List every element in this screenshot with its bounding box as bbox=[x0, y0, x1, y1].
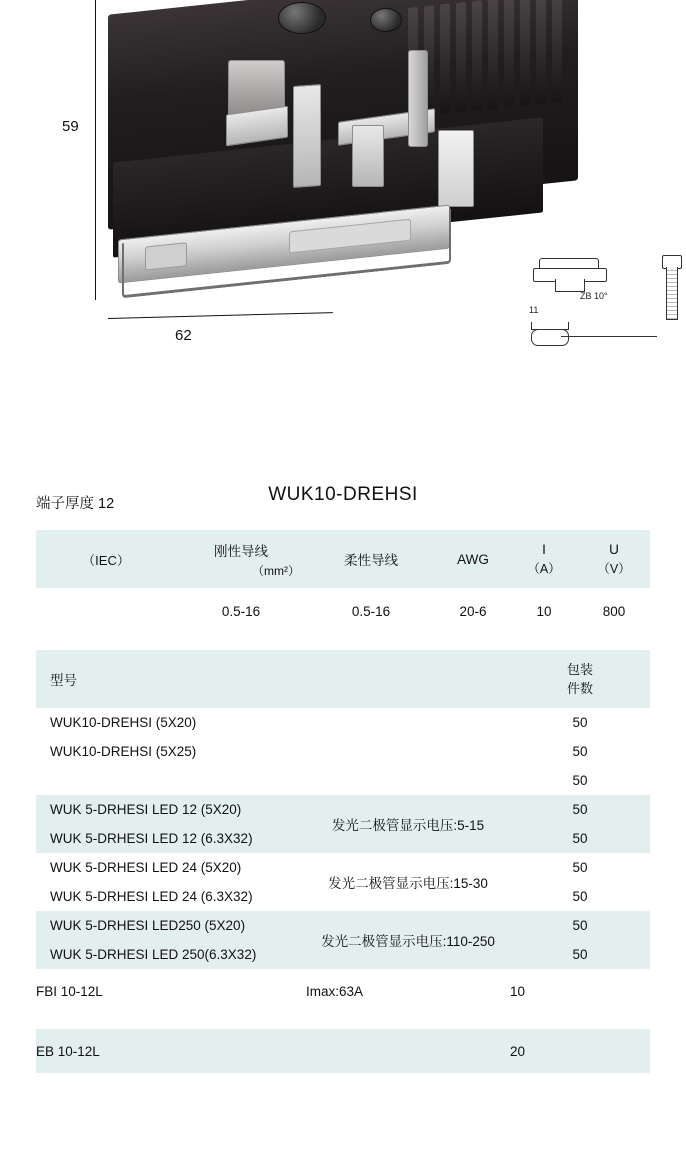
row-model: WUK10-DREHSI (5X20) bbox=[50, 715, 197, 730]
row-qty: 50 bbox=[572, 889, 588, 904]
row-qty: 50 bbox=[572, 715, 588, 730]
row-desc: 发光二极管显示电压:5-15 bbox=[331, 818, 485, 833]
row-qty: 10 bbox=[510, 983, 526, 999]
row-desc: Imax:63A bbox=[306, 983, 364, 999]
pack-header-line2: 件数 bbox=[566, 681, 593, 696]
block-fins bbox=[408, 0, 598, 118]
model-header-row bbox=[36, 650, 650, 708]
model-title: WUK10-DREHSI bbox=[268, 484, 418, 505]
value-awg: 20-6 bbox=[459, 603, 487, 619]
spec-table bbox=[36, 530, 650, 1073]
row-desc bbox=[306, 737, 510, 766]
row-qty: 50 bbox=[572, 860, 588, 875]
screw-head-1 bbox=[278, 2, 326, 34]
value-iec bbox=[36, 588, 176, 634]
table-row bbox=[36, 766, 650, 795]
row-model: WUK 5-DRHESI LED 24 (5X20) bbox=[50, 860, 242, 875]
row-qty: 50 bbox=[572, 947, 588, 962]
header-flexible: 柔性导线 bbox=[344, 553, 398, 568]
metal-lever bbox=[438, 130, 474, 207]
spacer-cell bbox=[36, 1013, 650, 1029]
spec-header-row bbox=[36, 530, 650, 588]
wire-dimension-label: 11 bbox=[529, 305, 539, 315]
spacer-row bbox=[36, 634, 650, 650]
row-desc bbox=[306, 1029, 510, 1073]
height-dimension-line bbox=[95, 0, 96, 300]
header-unit: （mm²） bbox=[252, 563, 300, 578]
header-current-symbol: I bbox=[542, 542, 546, 558]
header-current-unit: （A） bbox=[527, 561, 561, 576]
row-desc: 发光二极管显示电压:110-250 bbox=[321, 934, 495, 949]
row-desc: 发光二极管显示电压:15-30 bbox=[328, 876, 488, 891]
width-dimension-label: 62 bbox=[175, 327, 192, 344]
table-row bbox=[36, 737, 650, 766]
thickness-label: 端子厚度 12 bbox=[36, 496, 115, 512]
row-model: WUK 5-DRHESI LED 250(6.3X32) bbox=[50, 947, 257, 962]
table-row bbox=[36, 853, 650, 882]
row-model: WUK10-DREHSI (5X25) bbox=[50, 744, 197, 759]
row-desc bbox=[306, 766, 510, 795]
row-desc bbox=[306, 708, 510, 737]
header-voltage-unit: （V） bbox=[597, 561, 631, 576]
wire-ferrule-sketch-icon bbox=[525, 322, 655, 354]
header-awg: AWG bbox=[457, 551, 489, 567]
header-iec: （IEC） bbox=[82, 552, 130, 568]
row-model: WUK 5-DRHESI LED 12 (6.3X32) bbox=[50, 831, 253, 846]
header-rigid: 刚性导线 bbox=[214, 543, 268, 559]
spec-title-row bbox=[0, 478, 686, 524]
screwdriver-sketch-icon bbox=[660, 255, 682, 325]
height-dimension-label: 59 bbox=[62, 118, 79, 135]
row-qty: 20 bbox=[510, 1043, 526, 1059]
table-row bbox=[36, 969, 650, 1013]
row-qty: 50 bbox=[572, 773, 588, 788]
spacer-row bbox=[36, 1013, 650, 1029]
table-row bbox=[36, 1029, 650, 1073]
value-rigid: 0.5-16 bbox=[221, 603, 261, 619]
pack-header-line1: 包装 bbox=[566, 661, 593, 677]
value-current: 10 bbox=[536, 603, 552, 619]
zb-angle-label: ZB 10° bbox=[580, 291, 608, 301]
value-voltage: 800 bbox=[602, 603, 626, 619]
value-flexible: 0.5-16 bbox=[351, 603, 391, 619]
row-model: FBI 10-12L bbox=[36, 983, 103, 999]
header-voltage-symbol: U bbox=[609, 542, 619, 558]
row-model bbox=[36, 766, 306, 795]
row-model: WUK 5-DRHESI LED 12 (5X20) bbox=[50, 802, 242, 817]
spec-value-row bbox=[36, 588, 650, 634]
pack-header-label bbox=[510, 650, 650, 708]
row-qty: 50 bbox=[572, 918, 588, 933]
row-qty: 50 bbox=[572, 831, 588, 846]
row-model: WUK 5-DRHESI LED250 (5X20) bbox=[50, 918, 246, 933]
screw-head-2 bbox=[370, 8, 402, 32]
row-model: EB 10-12L bbox=[36, 1043, 100, 1059]
row-model: WUK 5-DRHESI LED 24 (6.3X32) bbox=[50, 889, 253, 904]
row-qty: 50 bbox=[572, 802, 588, 817]
table-row bbox=[36, 911, 650, 940]
table-row bbox=[36, 708, 650, 737]
row-qty: 50 bbox=[572, 744, 588, 759]
metal-clamp-2 bbox=[293, 84, 321, 188]
model-header-label: 型号 bbox=[50, 673, 77, 688]
metal-screw-shaft bbox=[408, 50, 428, 147]
spacer-cell bbox=[36, 634, 650, 650]
table-row bbox=[36, 795, 650, 824]
metal-clamp-3 bbox=[352, 125, 384, 187]
product-photo-area bbox=[0, 0, 686, 470]
